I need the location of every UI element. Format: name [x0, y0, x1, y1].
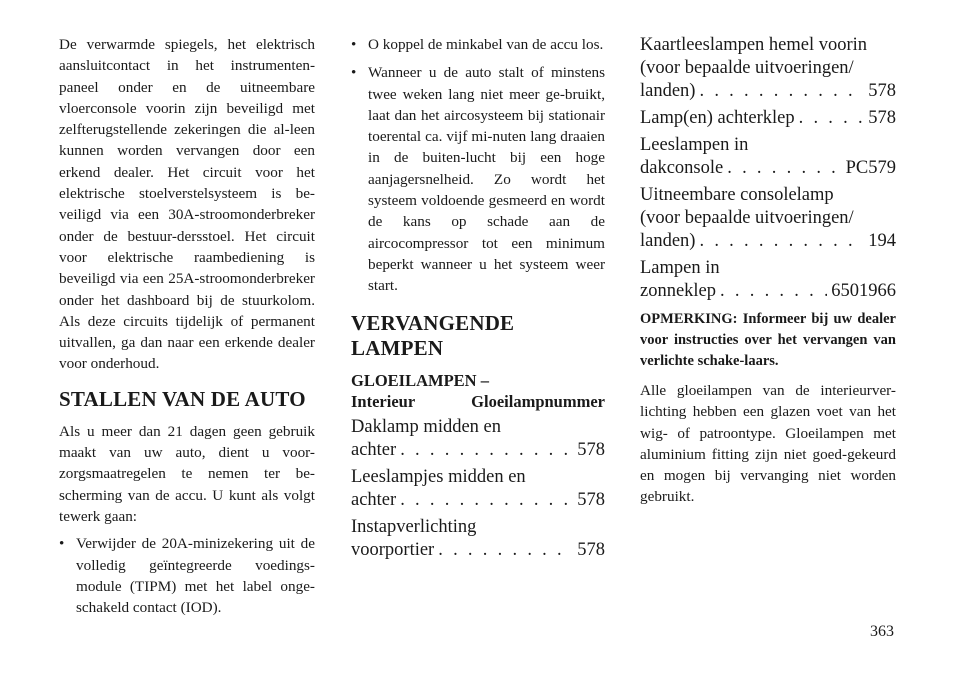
bulb-entry-number: 578 [577, 489, 605, 510]
bullet-item: • Verwijder de 20A-minizekering uit de volledig geïntegreerde voedings-module (TIPM) met het label onge-schakeld contact (IOD). [59, 533, 315, 618]
bulb-entry-number: 578 [577, 439, 605, 460]
bulb-entry [640, 34, 896, 103]
bulb-entry [640, 257, 896, 303]
bulb-entry-label: Kaartleeslampen hemel voorin [640, 35, 868, 55]
bulb-table-header [351, 370, 605, 412]
column-left [59, 34, 315, 625]
bulb-entry-label: Lamp(en) achterklep [640, 108, 795, 128]
bulb-entry-label: (voor bepaalde uitvoeringen/ [640, 58, 854, 78]
bulb-entry-number: 578 [868, 108, 896, 128]
section-heading-lamps: VERVANGENDE LAMPEN [351, 310, 515, 360]
bulb-header-interior: Interieur [351, 391, 416, 411]
bulb-entry-number: 6501966 [831, 281, 896, 301]
bulb-entry-label: Daklamp midden en [351, 416, 502, 437]
bulb-header-line1: GLOEILAMPEN – [351, 370, 489, 390]
storage-bullet-list [59, 533, 315, 618]
note-paragraph: OPMERKING: Informeer bij uw dealer voor instructies over het vervangen van verlichte schake-laars. [640, 311, 896, 369]
bulb-entry-label: landen) [640, 231, 696, 251]
interior-bulbs-paragraph: Alle gloeilampen van de interieurver-lichting hebben een glazen voet van het wig- of patroontype. Gloeilampen met aluminium fitting zijn niet goed-gekeurd en mogen bij vervanging niet worden gebruikt. [640, 382, 896, 506]
fuse-paragraph: De verwarmde spiegels, het elektrisch aansluitcontact in het instrumenten-paneel onder en de uitneembare vloerconsole voorin zijn beveiligd met zelfterugstellende zekeringen die al-leen kunnen worden vervangen door een erkend dealer. Het circuit voor het elektrische stoelverstelsysteem is be-veiligd via een 30A-stroomonderbreker onder de bestuur-dersstoel. Het circuit voor elektrische raambediening is beveiligd via een 25A-stroomonderbreker onder het dashboard bij de stuurkolom. Als deze circuits tijdelijk of permanent uitvallen, ga dan naar een erkende dealer voor onderhoud. [59, 36, 315, 373]
bulb-entry-label: Leeslampjes midden en [351, 466, 526, 487]
bulb-entry-label: zonneklep [640, 281, 717, 301]
bulb-entry [640, 184, 896, 253]
bulb-entry [640, 107, 896, 130]
bulb-entry-label: (voor bepaalde uitvoeringen/ [640, 208, 854, 228]
bulb-entry [351, 416, 605, 462]
bulb-entry-label: achter [351, 489, 397, 510]
bulb-entry [351, 466, 605, 512]
bulb-entry-label: achter [351, 439, 397, 460]
bulb-header-number: Gloeilampnummer [471, 391, 605, 411]
bulb-entry-label: Lampen in [640, 258, 720, 278]
bulb-entry [351, 516, 605, 562]
bulb-entry-label: landen) [640, 81, 696, 101]
bulb-entry-number: 578 [868, 81, 896, 101]
column-middle [351, 34, 605, 566]
bulb-entry-number: 578 [577, 539, 605, 560]
bulb-entry-number: 194 [868, 231, 896, 251]
bulb-entry-label: Instapverlichting [351, 516, 477, 537]
storage-bullet-list-cont [351, 34, 605, 297]
bullet-item: • O koppel de minkabel van de accu los. [351, 34, 605, 55]
section-heading-storage: STALLEN VAN DE AUTO [59, 386, 306, 411]
bulb-entry-label: Leeslampen in [640, 135, 749, 155]
bulb-entry-label: dakconsole [640, 158, 724, 178]
page-number: 363 [870, 623, 894, 640]
bulb-entry-label: Uitneembare consolelamp [640, 185, 834, 205]
bullet-item: • Wanneer u de auto stalt of minstens twee weken lang niet meer ge-bruikt, laat dan het aircosysteem bij stationair toerental ca. vijf mi-nuten lang draaien in de buiten-lucht bij een hoge aanjagersnelheid. Zo wordt het systeem voldoende gesmeerd en wordt de kans op schade aan de aircocompressor tot een minimum beperkt wanneer u het systeem weer start. [351, 62, 605, 296]
column-right [640, 34, 896, 508]
storage-paragraph: Als u meer dan 21 dagen geen gebruik maakt van uw auto, dient u voor-zorgsmaatregelen te nemen ter be-scherming van de accu. U kunt als volgt tewerk gaan: [59, 422, 315, 525]
bulb-entry [640, 134, 896, 180]
bulb-entry-label: voorportier [351, 539, 435, 560]
bulb-entry-number: PC579 [845, 158, 896, 178]
